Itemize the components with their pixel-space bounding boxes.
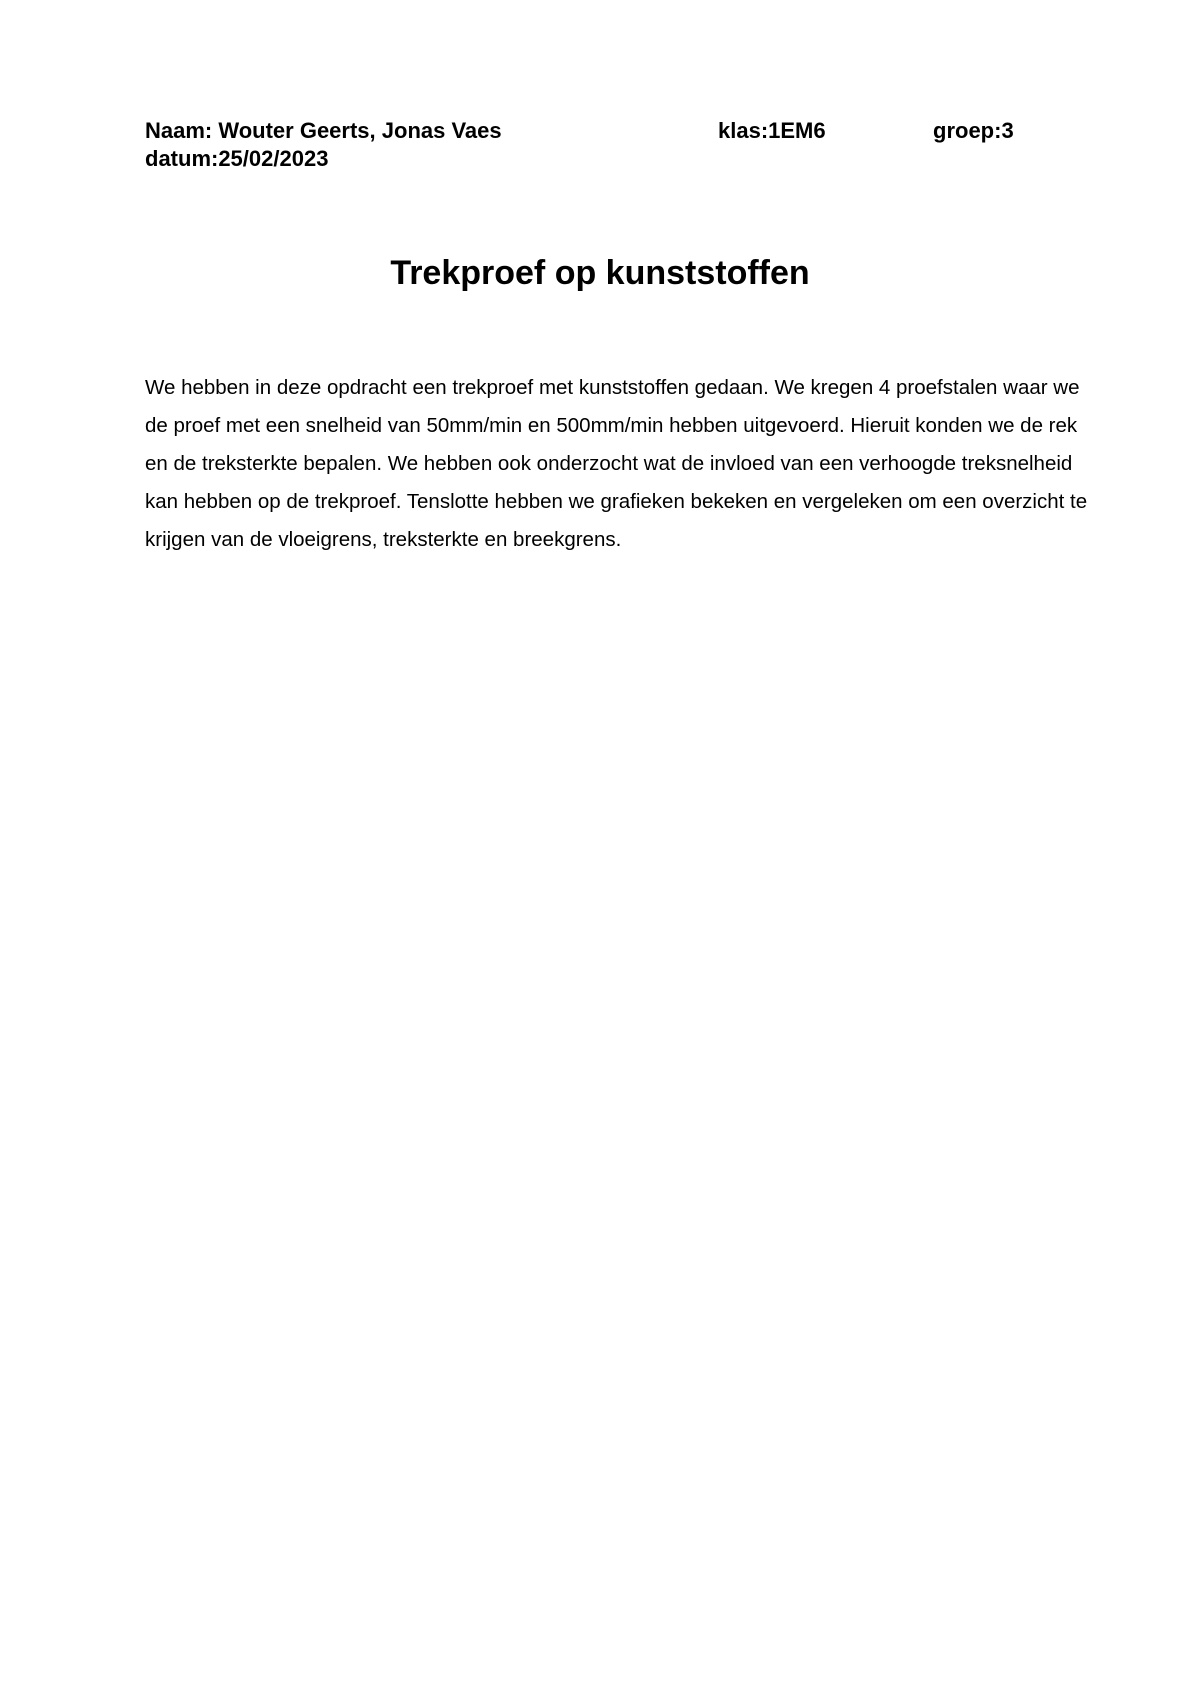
header-row [145,117,1065,145]
class-label: klas:1EM6 [718,118,826,143]
date-row [145,145,1065,173]
student-names: Naam: Wouter Geerts, Jonas Vaes [145,118,502,143]
document-header [145,117,1065,173]
document-title: Trekproef op kunststoffen [390,254,810,292]
body-paragraph: We hebben in deze opdracht een trekproef met kunststoffen gedaan. We kregen 4 proefstalen waar we de proef met een snelheid van 50mm/min en 500mm/min hebben uitgevoerd. Hieruit konden we de rek en de treksterkte bepalen. We hebben ook onderzocht wat de invloed van een verhoogde treksnelheid kan hebben op de trekproef. Tenslotte hebben we grafieken bekeken en vergeleken om een overzicht te krijgen van de vloeigrens, treksterkte en breekgrens. [145,376,1088,551]
group-label: groep:3 [933,118,1014,143]
date-label: datum:25/02/2023 [145,146,329,171]
